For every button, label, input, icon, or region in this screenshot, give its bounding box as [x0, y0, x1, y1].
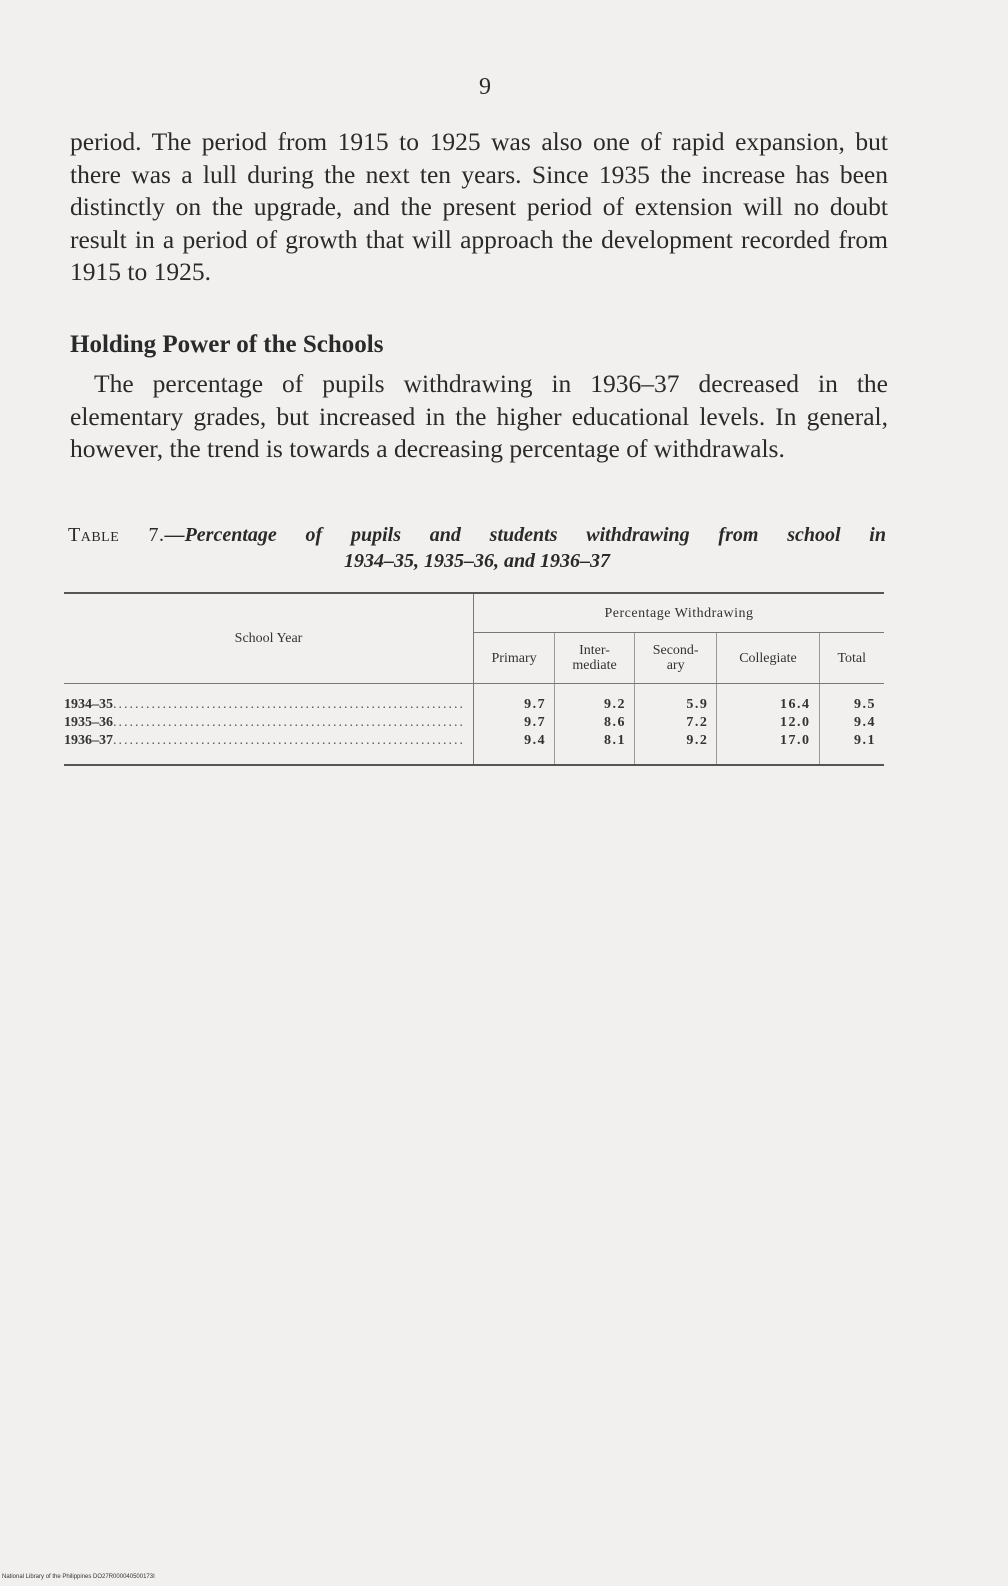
dot-leader: ................................................................: [113, 733, 465, 748]
percentage-cell: 17.0: [717, 732, 819, 765]
school-year-cell: [64, 732, 474, 765]
school-year-value: 1934–35: [64, 697, 113, 712]
dot-leader: ................................................................: [113, 697, 465, 712]
percentage-cell: 9.7: [474, 684, 555, 715]
percentage-cell: 8.1: [555, 732, 635, 765]
percentage-cell: 16.4: [717, 684, 819, 715]
column-header: Total: [819, 633, 884, 684]
percentage-cell: 9.7: [474, 714, 555, 732]
percentage-cell: 8.6: [555, 714, 635, 732]
paragraph-period-expansion: period. The period from 1915 to 1925 was also one of rapid expansion, but there was a lull during the next ten years. Since 1935 the increase has been distinctly on the upgrade, and the present period of extension will no doubt result in a period of growth that will approach the development recorded from 1915 to 1925.: [70, 127, 888, 286]
table-caption-text-line2: 1934–35, 1935–36, and 1936–37: [343, 550, 611, 572]
school-year-header: School Year: [64, 593, 474, 684]
percentage-cell: 9.1: [854, 733, 876, 748]
table-row: [64, 684, 884, 715]
percentage-withdrawing-header: Percentage Withdrawing: [474, 593, 885, 633]
withdrawal-table: [64, 592, 884, 766]
page-number: 9: [479, 74, 491, 100]
section-heading-holding-power: Holding Power of the Schools: [70, 331, 384, 358]
table-caption-label: Table 7.: [68, 524, 165, 546]
percentage-cell: 9.4: [854, 715, 876, 730]
percentage-cell: 9.2: [634, 732, 716, 765]
school-year-cell: [64, 684, 474, 715]
percentage-cell: 9.4: [474, 732, 555, 765]
paragraph-withdrawals: The percentage of pupils withdrawing in 1936–37 decreased in the elementary grades, but increased in the higher educational levels. In general, however, the trend is towards a decreasing percentage of withdrawals.: [70, 369, 888, 463]
column-header: Inter- mediate: [555, 633, 635, 684]
footer-note: National Library of the Philippines DO27R000040500173I: [2, 1574, 155, 1580]
table-caption: [68, 522, 886, 574]
column-header: Collegiate: [717, 633, 819, 684]
table-row: [64, 714, 884, 732]
dot-leader: ................................................................: [113, 715, 465, 730]
table-caption-text-line1: —Percentage of pupils and students withdrawing from school in: [164, 524, 886, 546]
percentage-cell: 7.2: [634, 714, 716, 732]
percentage-cell: 5.9: [634, 684, 716, 715]
column-header: Second- ary: [634, 633, 716, 684]
withdrawal-table-container: [64, 592, 884, 766]
table-row: [64, 732, 884, 765]
school-year-value: 1935–36: [64, 715, 113, 730]
percentage-cell: 9.5: [854, 697, 876, 712]
school-year-value: 1936–37: [64, 733, 113, 748]
percentage-cell: 9.2: [555, 684, 635, 715]
school-year-cell: [64, 714, 474, 732]
column-header: Primary: [474, 633, 555, 684]
percentage-cell: 12.0: [717, 714, 819, 732]
